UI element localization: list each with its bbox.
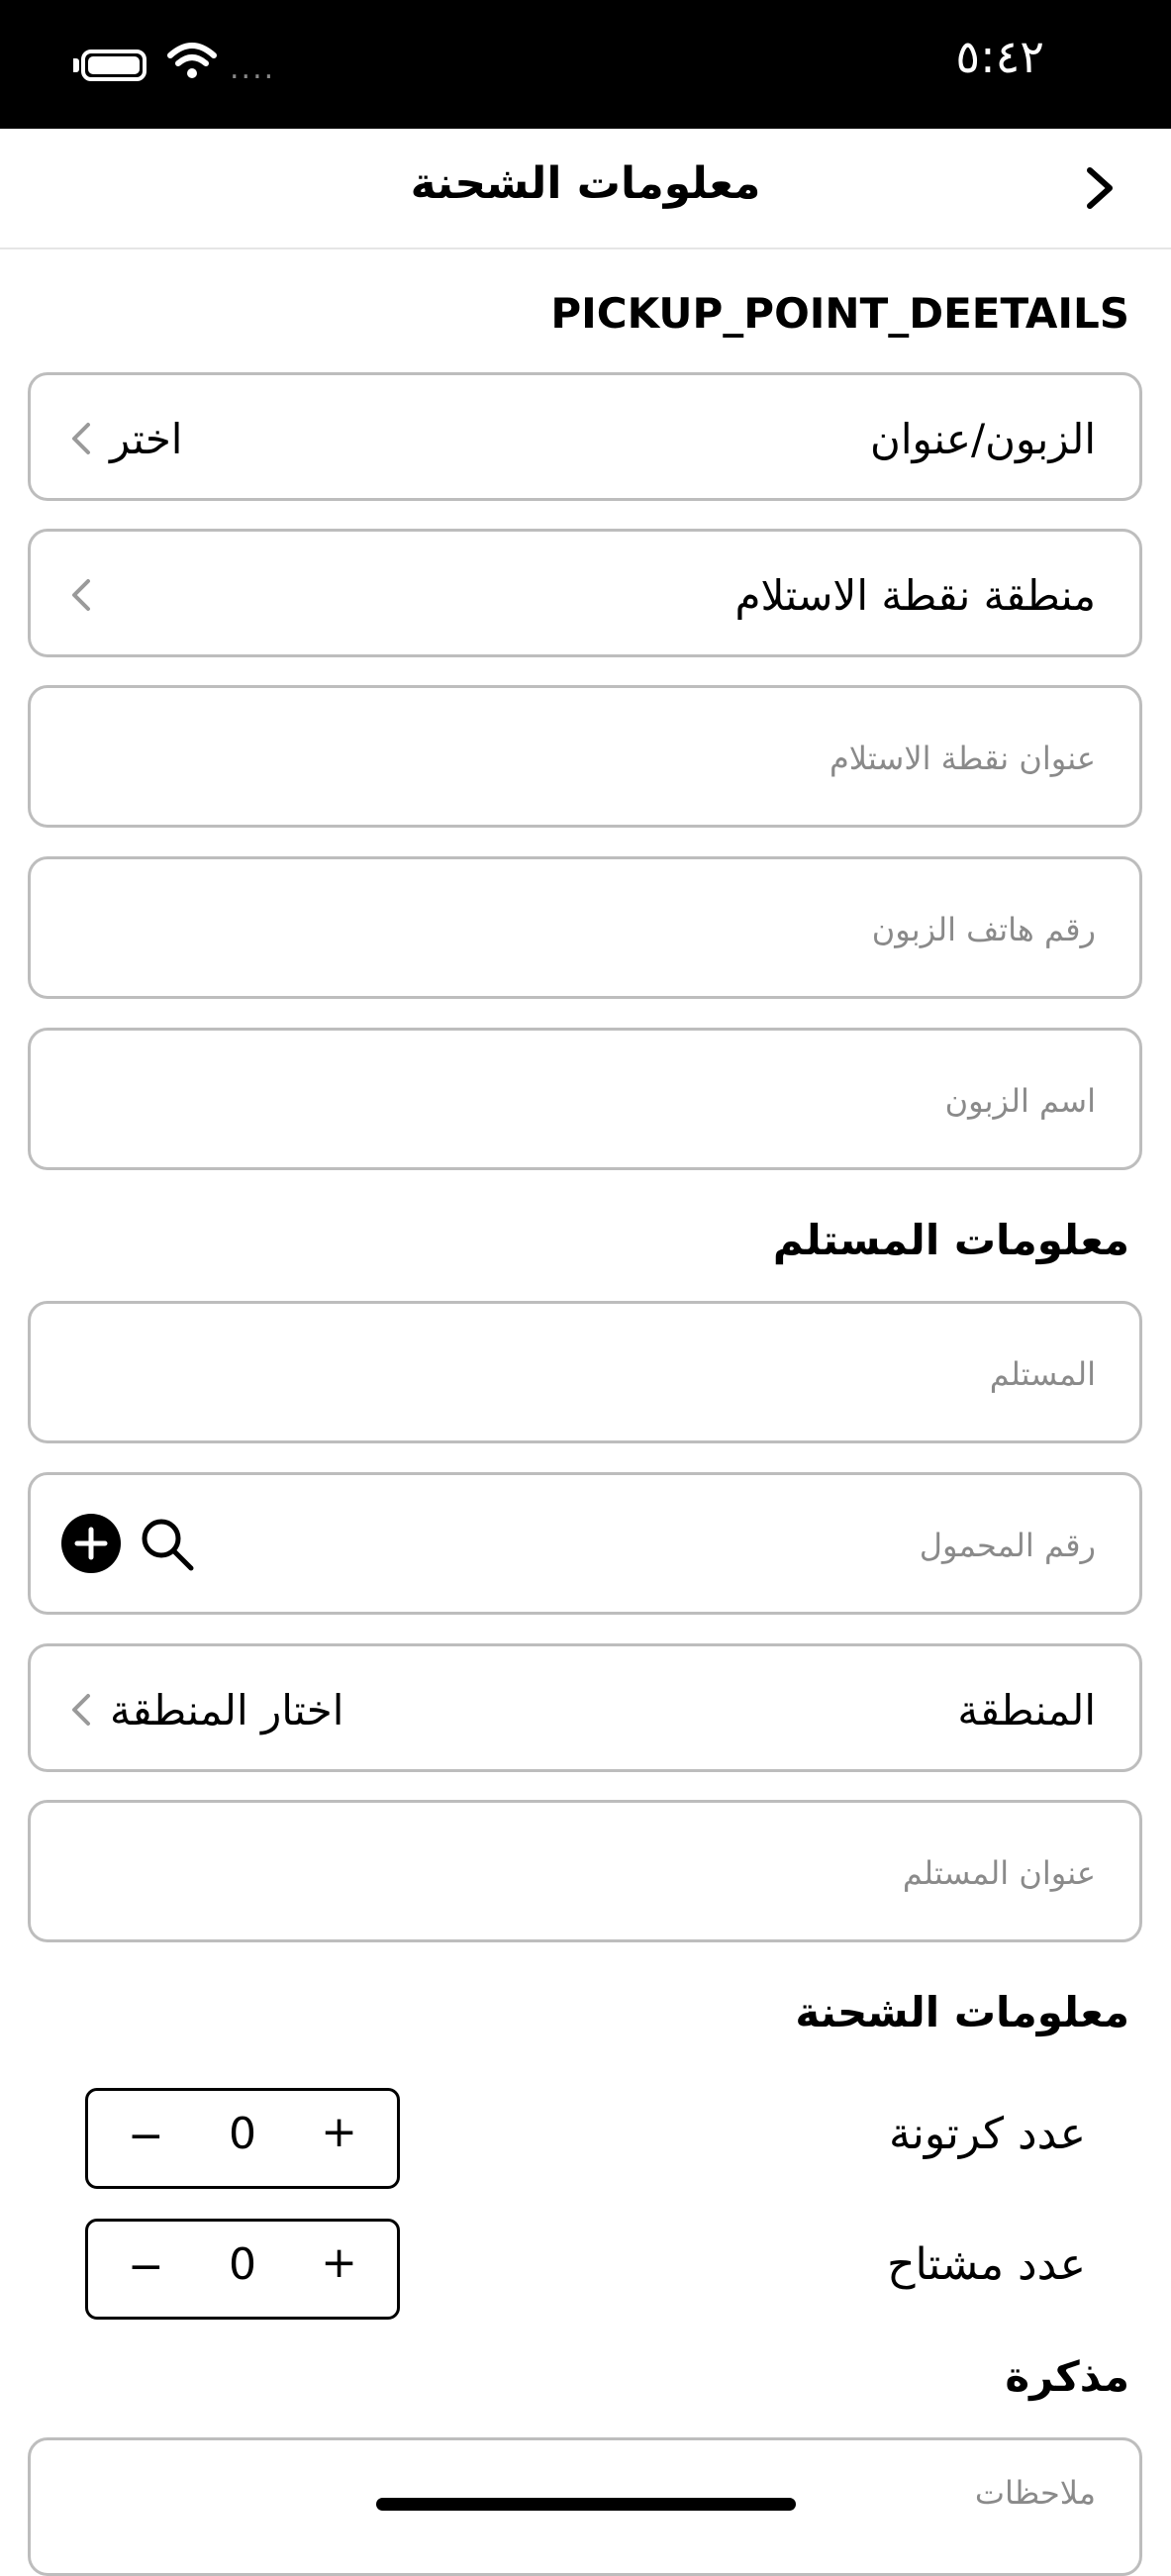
- battery-icon: [81, 50, 146, 81]
- mobile-number-input[interactable]: [28, 1472, 1142, 1615]
- cartons-increment-button[interactable]: +: [321, 2107, 357, 2157]
- bags-stepper: [85, 2219, 400, 2320]
- customer-address-select[interactable]: [28, 372, 1142, 501]
- bags-increment-button[interactable]: +: [321, 2237, 357, 2288]
- shipment-section-title: معلومات الشحنة: [795, 1988, 1129, 2036]
- cartons-count: 0: [229, 2109, 256, 2159]
- back-chevron-icon[interactable]: [1072, 160, 1127, 216]
- signal-strength: ....: [230, 51, 276, 86]
- recipient-address-input[interactable]: [28, 1800, 1142, 1942]
- home-indicator: [376, 2498, 796, 2511]
- chevron-left-icon: [64, 575, 98, 615]
- recipient-input[interactable]: [28, 1301, 1142, 1443]
- customer-address-label: الزبون/عنوان: [870, 415, 1096, 463]
- status-bar: [0, 0, 1171, 129]
- area-select[interactable]: [28, 1643, 1142, 1772]
- battery-nub: [73, 58, 79, 72]
- recipient-placeholder: المستلم: [989, 1355, 1096, 1393]
- bags-label: عدد مشتاح: [887, 2239, 1086, 2290]
- pickup-area-label: منطقة نقطة الاستلام: [734, 571, 1096, 620]
- cartons-stepper: [85, 2088, 400, 2189]
- status-time: ٥:٤٢: [955, 30, 1044, 83]
- chevron-left-icon: [64, 419, 98, 458]
- customer-name-placeholder: اسم الزبون: [944, 1082, 1096, 1120]
- notes-placeholder: ملاحظات: [974, 2474, 1096, 2512]
- recipient-section-title: معلومات المستلم: [772, 1216, 1129, 1264]
- bags-count: 0: [229, 2239, 256, 2290]
- pickup-section-title: PICKUP_POINT_DEETAILS: [550, 289, 1129, 338]
- pickup-area-select[interactable]: [28, 529, 1142, 657]
- recipient-address-placeholder: عنوان المستلم: [902, 1854, 1096, 1892]
- search-icon[interactable]: [138, 1515, 197, 1574]
- chevron-left-icon: [64, 1690, 98, 1730]
- customer-name-input[interactable]: [28, 1028, 1142, 1170]
- area-value: اختار المنطقة: [110, 1686, 344, 1734]
- nav-bar: [0, 129, 1171, 249]
- add-circle-icon[interactable]: [60, 1513, 122, 1574]
- customer-phone-placeholder: رقم هاتف الزبون: [871, 911, 1096, 948]
- cartons-label: عدد كرتونة: [889, 2109, 1086, 2159]
- cartons-decrement-button[interactable]: −: [128, 2111, 164, 2161]
- customer-phone-input[interactable]: [28, 856, 1142, 999]
- wifi-icon: [166, 42, 218, 81]
- page-title: معلومات الشحنة: [410, 158, 761, 209]
- bags-decrement-button[interactable]: −: [128, 2241, 164, 2292]
- pickup-address-input[interactable]: [28, 685, 1142, 828]
- pickup-address-placeholder: عنوان نقطة الاستلام: [829, 740, 1096, 777]
- customer-address-value: اختر: [110, 415, 183, 463]
- area-label: المنطقة: [957, 1686, 1096, 1734]
- mobile-number-placeholder: رقم المحمول: [919, 1527, 1096, 1564]
- memo-section-title: مذكرة: [1005, 2352, 1129, 2401]
